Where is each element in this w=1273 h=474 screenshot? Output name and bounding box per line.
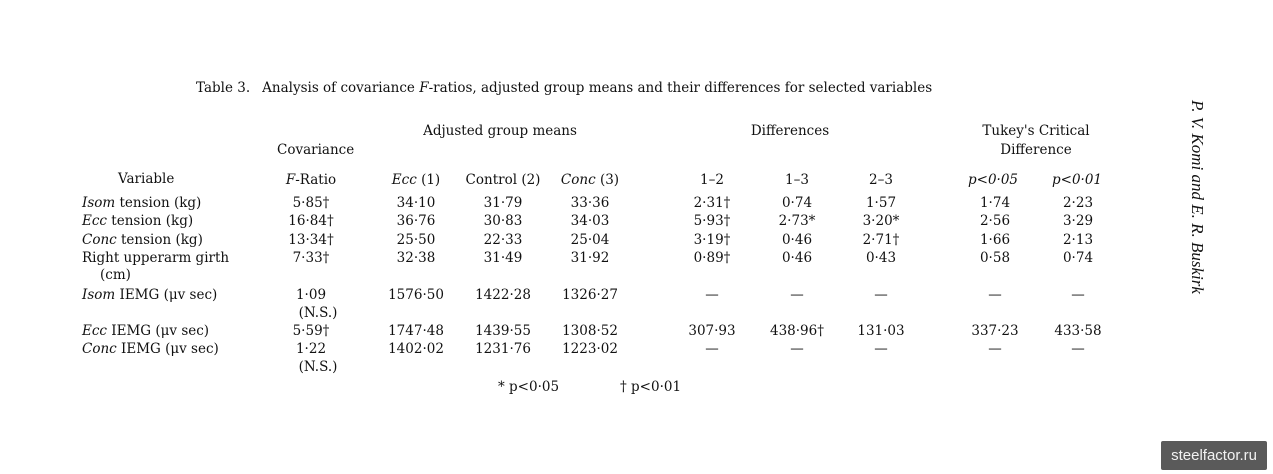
cell-t01: 433·58 (1054, 323, 1102, 339)
cell-f: 5·59† (292, 323, 330, 339)
row-variable (82, 287, 217, 304)
cell-t01: 2·13 (1062, 232, 1094, 248)
header-tukey-line2: Difference (1000, 142, 1072, 158)
cell-d12: 2·31† (693, 195, 731, 211)
cell-control: 30·83 (483, 213, 523, 229)
table-caption (196, 80, 932, 96)
header-p-01-text: p<0·01 (1051, 172, 1103, 188)
row-variable-text: IEMG (μv sec) (116, 341, 219, 357)
cell-control: 31·49 (483, 250, 523, 266)
cell-control: 31·79 (483, 195, 523, 211)
row-variable-italic: Conc (82, 341, 117, 357)
row-variable-line2: (cm) (100, 267, 131, 283)
cell-f: 1·22 (295, 341, 327, 357)
row-variable-italic: Isom (82, 287, 116, 303)
cell-control: 1439·55 (475, 323, 531, 339)
cell-d12: 0·89† (693, 250, 731, 266)
cell-d23: — (874, 287, 888, 303)
cell-d23: — (874, 341, 888, 357)
cell-f-ns: (N.S.) (298, 305, 338, 321)
row-variable-italic: Ecc (82, 213, 107, 229)
cell-t01: — (1071, 341, 1085, 357)
header-conc-3-italic: Conc (560, 172, 596, 188)
header-covariance: Covariance (277, 142, 355, 158)
cell-control: 22·33 (483, 232, 523, 248)
cell-t05: 2·56 (979, 213, 1011, 229)
row-variable-italic: Isom (82, 195, 116, 211)
cell-ecc: 25·50 (396, 232, 436, 248)
table-label: Table 3. (196, 80, 251, 96)
cell-f: 1·09 (295, 287, 327, 303)
cell-d13: — (790, 341, 804, 357)
cell-t01: 0·74 (1062, 250, 1094, 266)
cell-f: 13·34† (288, 232, 334, 248)
row-variable (82, 232, 203, 249)
row-variable-italic: Conc (82, 232, 117, 248)
row-variable-text: tension (kg) (115, 195, 202, 211)
row-variable-text: Right upperarm girth (82, 250, 230, 266)
cell-control: 1422·28 (475, 287, 531, 303)
row-variable-text: tension (kg) (106, 213, 194, 229)
caption-text-before: Analysis of covariance (262, 80, 420, 96)
header-diff-2-3: 2–3 (869, 172, 893, 188)
cell-ecc: 1402·02 (388, 341, 444, 357)
cell-t05: 1·66 (979, 232, 1011, 248)
header-ecc-1 (392, 172, 440, 188)
header-control-2: Control (2) (465, 172, 541, 188)
cell-f: 16·84† (288, 213, 334, 229)
footnote-dagger: † p<0·01 (620, 379, 682, 395)
row-variable-italic: Ecc (82, 323, 107, 339)
header-tukey-line1: Tukey's Critical (982, 123, 1090, 139)
cell-conc: 34·03 (570, 213, 610, 229)
cell-conc: 1326·27 (562, 287, 618, 303)
cell-t05: 1·74 (979, 195, 1011, 211)
header-conc-3-rest: (3) (595, 172, 620, 188)
cell-t05: — (988, 287, 1002, 303)
cell-conc: 1223·02 (562, 341, 618, 357)
row-variable (82, 250, 229, 284)
cell-f: 5·85† (292, 195, 330, 211)
cell-t05: 337·23 (971, 323, 1019, 339)
cell-d13: — (790, 287, 804, 303)
cell-d23: 0·43 (865, 250, 897, 266)
cell-d23: 131·03 (857, 323, 905, 339)
header-p-01 (1052, 172, 1102, 188)
cell-d12: 5·93† (693, 213, 731, 229)
cell-f: 7·33† (292, 250, 330, 266)
header-f-ratio-f: F (285, 172, 296, 188)
cell-d23: 3·20* (862, 213, 900, 229)
header-conc-3 (561, 172, 619, 188)
cell-t05: — (988, 341, 1002, 357)
header-ecc-1-rest: (1) (416, 172, 441, 188)
header-p-05 (968, 172, 1018, 188)
header-ecc-1-italic: Ecc (391, 172, 417, 188)
running-head-authors: P. V. Komi and E. R. Buskirk (1188, 100, 1207, 294)
header-adjusted-group-means: Adjusted group means (423, 123, 577, 139)
cell-d12: — (705, 341, 719, 357)
cell-ecc: 36·76 (396, 213, 436, 229)
cell-control: 1231·76 (475, 341, 531, 357)
header-differences: Differences (750, 123, 830, 139)
row-variable (82, 323, 209, 340)
caption-text-after: -ratios, adjusted group means and their differences for selected variables (428, 80, 933, 96)
cell-conc: 31·92 (570, 250, 610, 266)
row-variable (82, 195, 201, 212)
header-p-05-text: p<0·05 (967, 172, 1019, 188)
cell-d12: 3·19† (693, 232, 731, 248)
cell-f-ns: (N.S.) (298, 359, 338, 375)
cell-d12: — (705, 287, 719, 303)
row-variable-text: IEMG (μv sec) (106, 323, 210, 339)
cell-d13: 0·46 (781, 232, 813, 248)
cell-ecc: 34·10 (396, 195, 436, 211)
cell-t05: 0·58 (979, 250, 1011, 266)
header-variable: Variable (118, 171, 175, 187)
cell-t01: 2·23 (1062, 195, 1094, 211)
cell-ecc: 1747·48 (388, 323, 444, 339)
cell-ecc: 1576·50 (388, 287, 444, 303)
cell-d13: 2·73* (778, 213, 816, 229)
header-f-ratio-rest: -Ratio (295, 172, 337, 188)
row-variable-text: IEMG (μv sec) (115, 287, 218, 303)
cell-d23: 2·71† (862, 232, 900, 248)
header-f-ratio (286, 172, 336, 188)
footnote-star: * p<0·05 (498, 379, 560, 395)
row-variable (82, 213, 193, 230)
row-variable (82, 341, 219, 358)
cell-d23: 1·57 (865, 195, 897, 211)
cell-ecc: 32·38 (396, 250, 436, 266)
cell-d12: 307·93 (688, 323, 736, 339)
cell-conc: 1308·52 (562, 323, 618, 339)
cell-conc: 33·36 (570, 195, 610, 211)
cell-d13: 0·46 (781, 250, 813, 266)
header-diff-1-3: 1–3 (785, 172, 809, 188)
header-diff-1-2: 1–2 (700, 172, 724, 188)
watermark: steelfactor.ru (1161, 441, 1267, 470)
caption-f-symbol: F (419, 80, 429, 96)
cell-t01: — (1071, 287, 1085, 303)
cell-conc: 25·04 (570, 232, 610, 248)
row-variable-text: tension (kg) (116, 232, 203, 248)
cell-d13: 438·96† (770, 323, 824, 339)
cell-d13: 0·74 (781, 195, 813, 211)
cell-t01: 3·29 (1062, 213, 1094, 229)
